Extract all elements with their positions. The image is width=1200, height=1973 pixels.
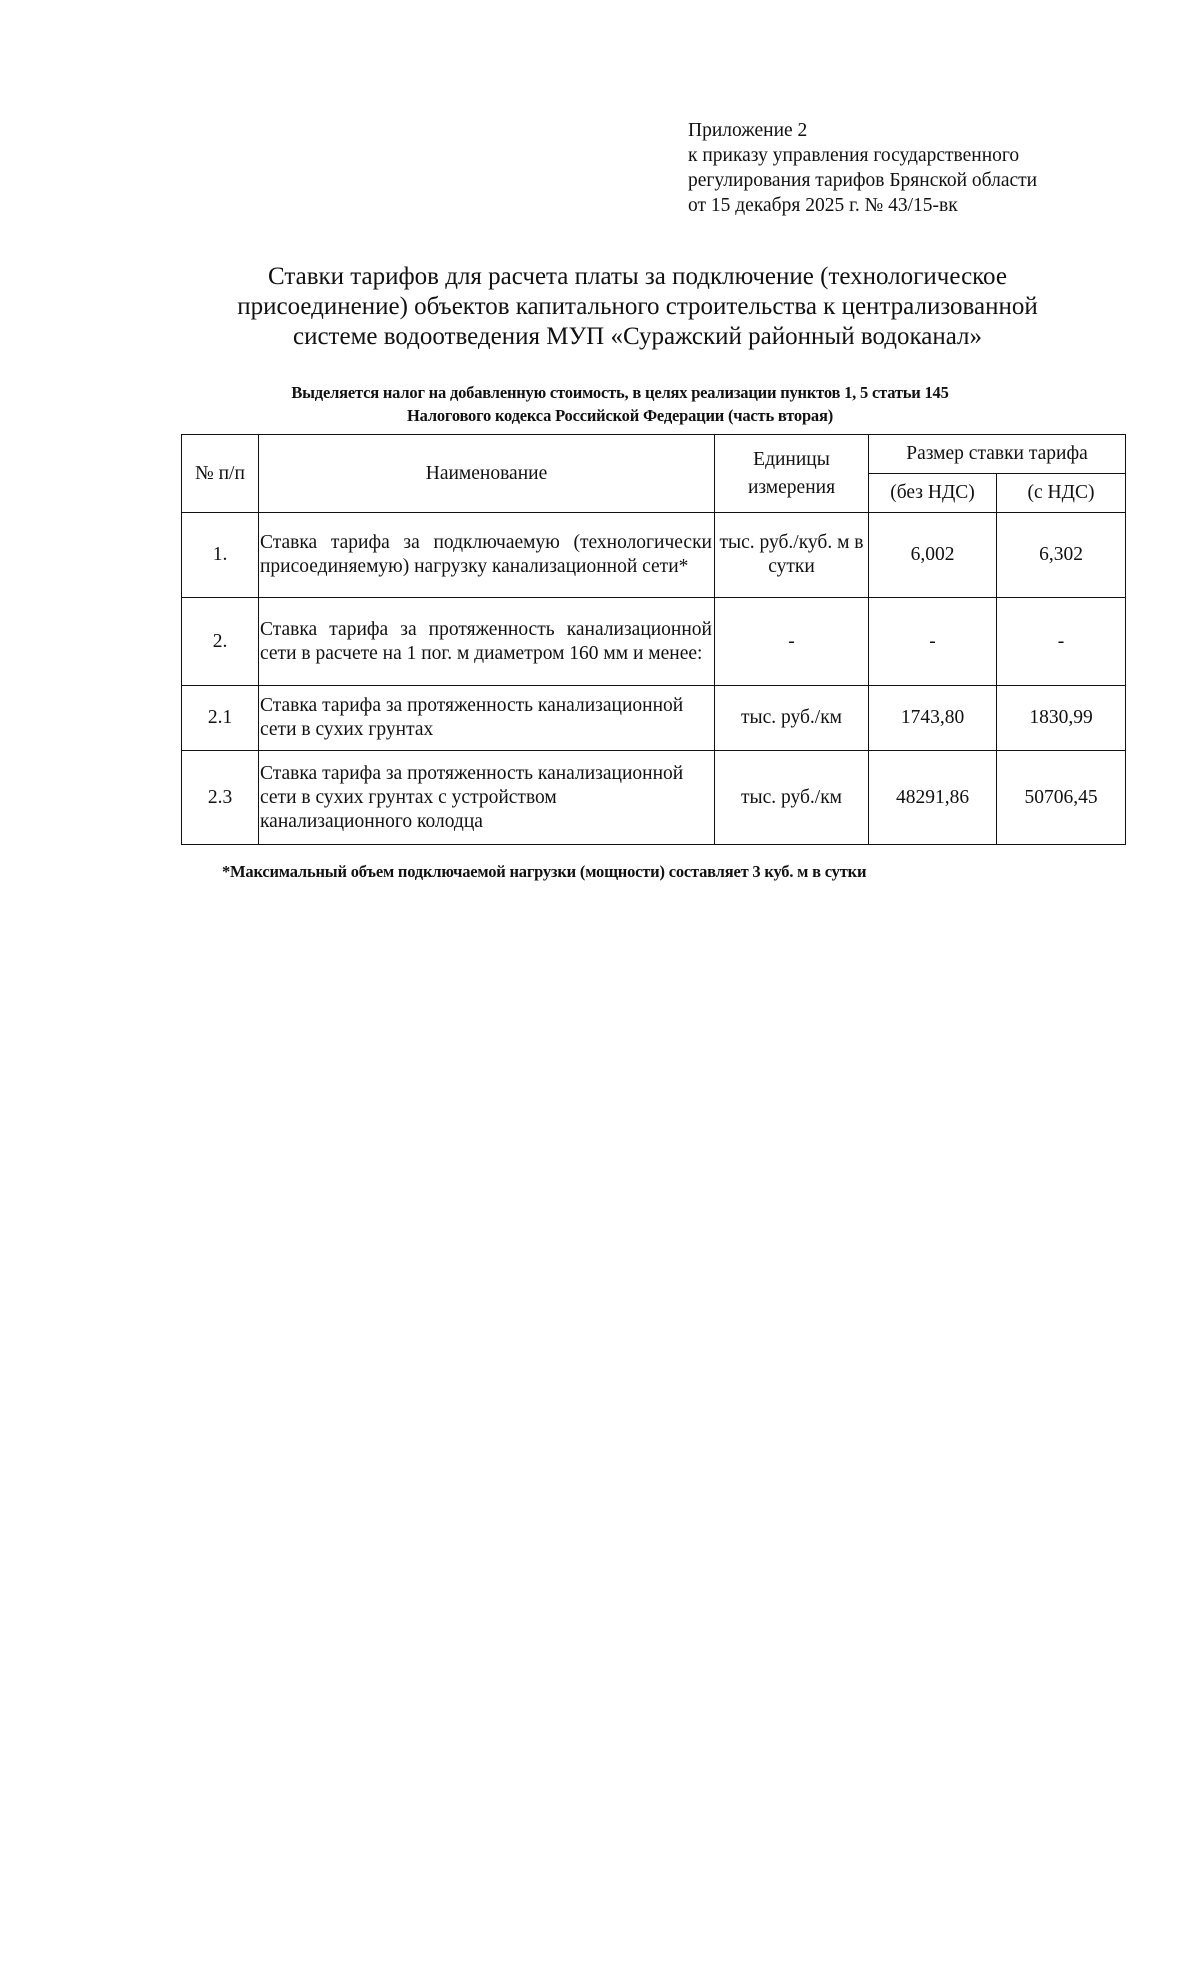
row-name: Ставка тарифа за протяженность канализационной сети в расчете на 1 пог. м диаметром 160 мм и менее: (259, 598, 715, 686)
title-line-3: системе водоотведения МУП «Суражский районный водоканал» (292, 323, 982, 350)
row-with-vat: 1830,99 (997, 686, 1126, 751)
table-row (182, 598, 1126, 686)
vat-note-line-2: Налогового кодекса Российской Федерации (часть вторая) (407, 406, 833, 425)
title-line-2: присоединение) объектов капитального строительства к централизованной (237, 293, 1038, 320)
row-number: 1. (182, 513, 259, 598)
row-without-vat: - (869, 598, 997, 686)
table-row (182, 686, 1126, 751)
row-name: Ставка тарифа за подключаемую (технологически присоединяемую) нагрузку канализационной сети* (259, 513, 715, 598)
table-row (182, 751, 1126, 845)
appendix-header (688, 118, 1037, 218)
tariff-table (181, 434, 1126, 845)
header-number: № п/п (182, 435, 259, 513)
header-name: Наименование (259, 435, 715, 513)
row-with-vat: 6,302 (997, 513, 1126, 598)
header-with-vat: (с НДС) (997, 474, 1126, 513)
row-number: 2. (182, 598, 259, 686)
row-units: тыс. руб./км (715, 686, 869, 751)
row-without-vat: 1743,80 (869, 686, 997, 751)
row-without-vat: 6,002 (869, 513, 997, 598)
document-title (150, 262, 1125, 352)
appendix-date: от 15 декабря 2025 г. № 43/15-вк (688, 195, 958, 216)
footnote: *Максимальный объем подключаемой нагрузки (мощности) составляет 3 куб. м в сутки (222, 862, 867, 881)
vat-note-line-1: Выделяется налог на добавленную стоимость, в целях реализации пунктов 1, 5 статьи 145 (291, 383, 949, 402)
header-units: Единицы измерения (715, 435, 869, 513)
row-units: - (715, 598, 869, 686)
header-rate-size: Размер ставки тарифа (869, 435, 1126, 474)
vat-note (200, 381, 1040, 427)
appendix-order-ref: к приказу управления государственного (688, 145, 1020, 166)
header-without-vat: (без НДС) (869, 474, 997, 513)
row-number: 2.3 (182, 751, 259, 845)
row-without-vat: 48291,86 (869, 751, 997, 845)
row-number: 2.1 (182, 686, 259, 751)
appendix-authority: регулирования тарифов Брянской области (688, 170, 1038, 191)
table-row (182, 513, 1126, 598)
row-name: Ставка тарифа за протяженность канализационной сети в сухих грунтах с устройством канализационного колодца (259, 751, 715, 845)
appendix-number: Приложение 2 (688, 120, 808, 141)
row-units: тыс. руб./куб. м в сутки (715, 513, 869, 598)
row-with-vat: 50706,45 (997, 751, 1126, 845)
row-name: Ставка тарифа за протяженность канализационной сети в сухих грунтах (259, 686, 715, 751)
row-with-vat: - (997, 598, 1126, 686)
row-units: тыс. руб./км (715, 751, 869, 845)
title-line-1: Ставки тарифов для расчета платы за подключение (технологическое (268, 263, 1007, 290)
